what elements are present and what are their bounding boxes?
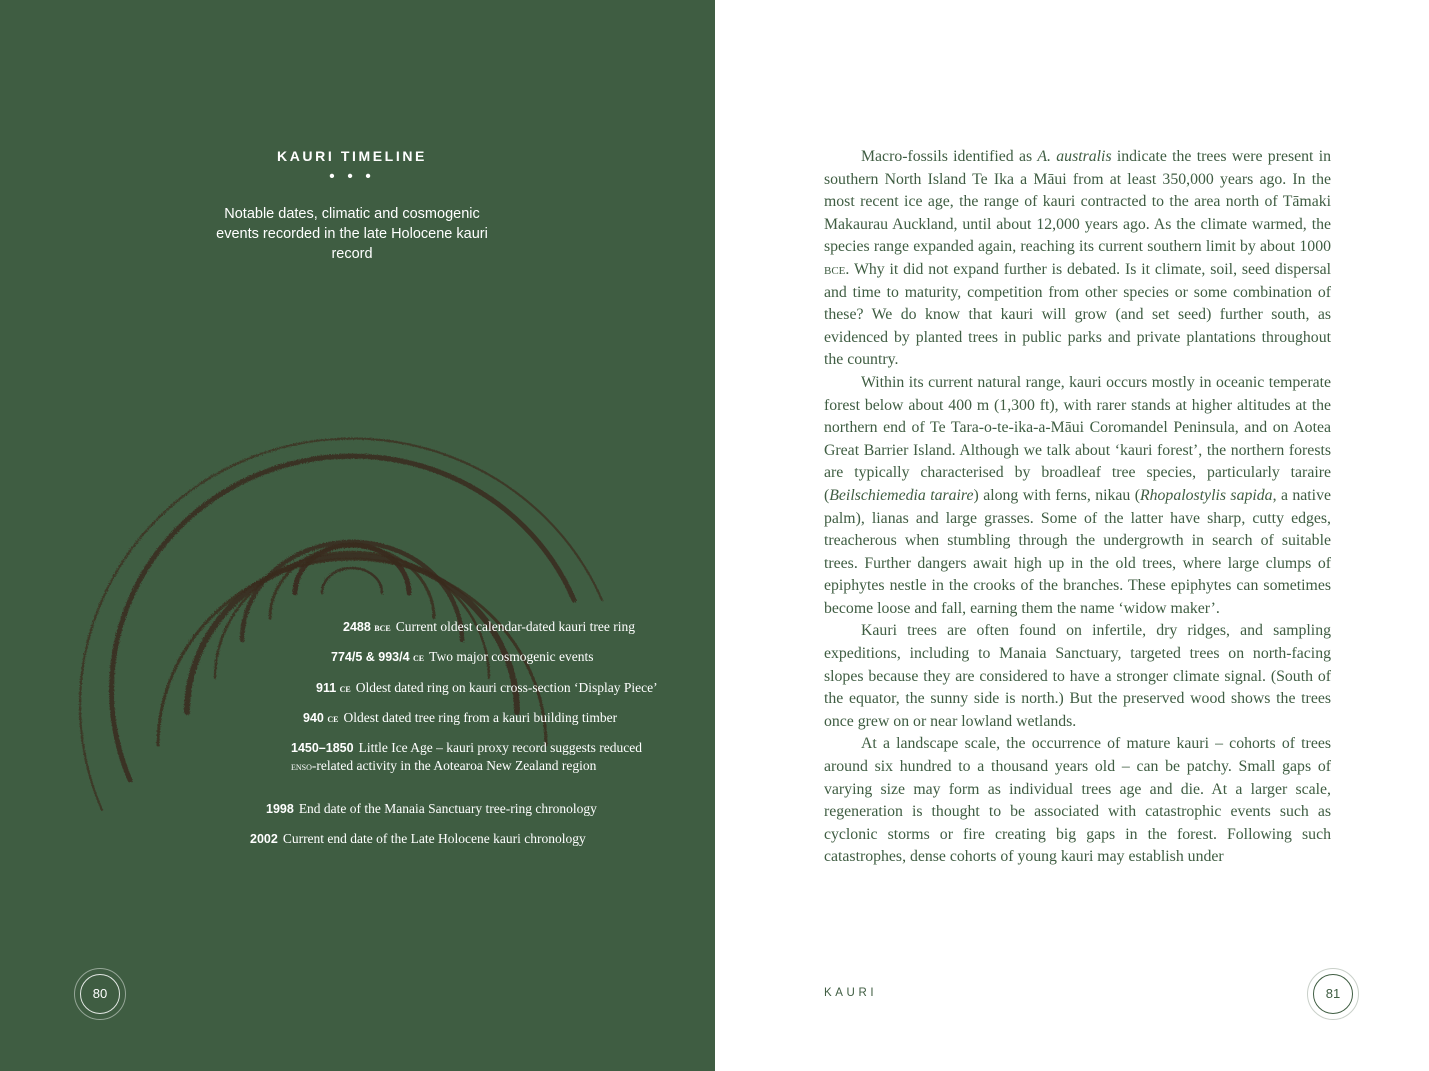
page-number-badge-left bbox=[74, 968, 126, 1020]
title-ornament: • • • bbox=[329, 168, 375, 185]
timeline-event bbox=[316, 679, 658, 698]
event-date: 1450–1850 bbox=[291, 741, 354, 755]
timeline-event bbox=[250, 830, 586, 848]
timeline-event bbox=[331, 648, 594, 667]
timeline-subtitle: Notable dates, climatic and cosmogenic events recorded in the late Holocene kauri record bbox=[216, 206, 488, 262]
event-date: 2488 bce bbox=[343, 620, 391, 634]
timeline-title: KAURI TIMELINE bbox=[277, 148, 427, 164]
event-description: End date of the Manaia Sanctuary tree-ring chronology bbox=[298, 801, 597, 816]
paragraph: Macro-fossils identified as A. australis indicate the trees were present in southern North Island Te Ika a Māui from at least 350,000 years ago. In the most recent ice age, the range of kauri contracted to the area north of Tāmaki Makaurau Auckland, until about 12,000 years ago. As the climate warmed, the species range expanded again, reaching its current southern limit by about 1000 bce. Why it did not expand further is debated. Is it climate, soil, seed dispersal and time to maturity, competition from other species or some combination of these? We do know that kauri will grow (and set seed) further south, as evidenced by planted trees in public parks and private plantations throughout the country. bbox=[824, 148, 1331, 369]
event-date: 1998 bbox=[266, 802, 294, 816]
paragraph: Within its current natural range, kauri occurs mostly in oceanic temperate forest below about 400 m (1,300 ft), with rarer stands at higher altitudes at the northern end of Te Tara-o-te-ika-a-Māui Coromandel Peninsula, and on Aotea Great Barrier Island. Although we talk about ‘kauri forest’, the northern forests are typically characterised by broadleaf tree species, particularly taraire (Beilschiemedia taraire) along with ferns, nikau (Rhopalostylis sapida, a native palm), lianas and large grasses. Some of the latter have sharp, cutty edges, treacherous when stumbling through the undergrowth in search of suitable trees. Further dangers await high up in the old trees, where large clumps of epiphytes nestle in the crooks of the branches. These epiphytes can sometimes become loose and fall, earning them the name ‘widow maker’. bbox=[824, 373, 1331, 617]
event-description-line2: enso-related activity in the Aotearoa New Zealand region bbox=[291, 758, 597, 773]
event-description: Current oldest calendar-dated kauri tree ring bbox=[395, 619, 635, 634]
event-description: Oldest dated tree ring from a kauri building timber bbox=[343, 710, 618, 725]
event-date: 940 ce bbox=[303, 711, 339, 725]
timeline-event bbox=[343, 618, 635, 637]
timeline-event bbox=[291, 739, 642, 776]
timeline-event bbox=[266, 800, 597, 818]
tree-ring-arc-1 bbox=[322, 568, 382, 593]
event-date: 911 ce bbox=[316, 681, 351, 695]
page-number: 80 bbox=[92, 986, 108, 1001]
paragraph: Kauri trees are often found on infertile, dry ridges, and sampling expeditions, including to Manaia Sanctuary, targeted trees on north-facing slopes because they are considered to have a stronger climate signal. (South of the equator, the sunny side is north.) But the preserved wood shows the trees once grew on or near lowland wetlands. bbox=[824, 622, 1331, 730]
body-text-column bbox=[824, 146, 1331, 869]
event-description: Little Ice Age – kauri proxy record suggests reduced bbox=[358, 740, 642, 755]
paragraph: At a landscape scale, the occurrence of mature kauri – cohorts of trees around six hundred to a thousand years old – can be patchy. Small gaps of varying size may form as individual trees age and die. At a larger scale, regeneration is thought to be associated with catastrophic events such as cyclonic storms or fire creating big gaps in the forest. Following such catastrophes, dense cohorts of young kauri may establish under bbox=[824, 735, 1331, 866]
page-number-badge-right bbox=[1307, 968, 1359, 1020]
right-page-body bbox=[715, 0, 1429, 1071]
running-head: KAURI bbox=[824, 987, 878, 999]
event-date: 2002 bbox=[250, 832, 278, 846]
event-date: 774/5 & 993/4 ce bbox=[331, 650, 425, 664]
event-description: Two major cosmogenic events bbox=[429, 649, 594, 664]
timeline-event bbox=[303, 709, 617, 728]
page-number: 81 bbox=[1325, 986, 1341, 1001]
event-description: Oldest dated ring on kauri cross-section ‘Display Piece’ bbox=[355, 680, 658, 695]
event-description: Current end date of the Late Holocene kauri chronology bbox=[282, 831, 586, 846]
